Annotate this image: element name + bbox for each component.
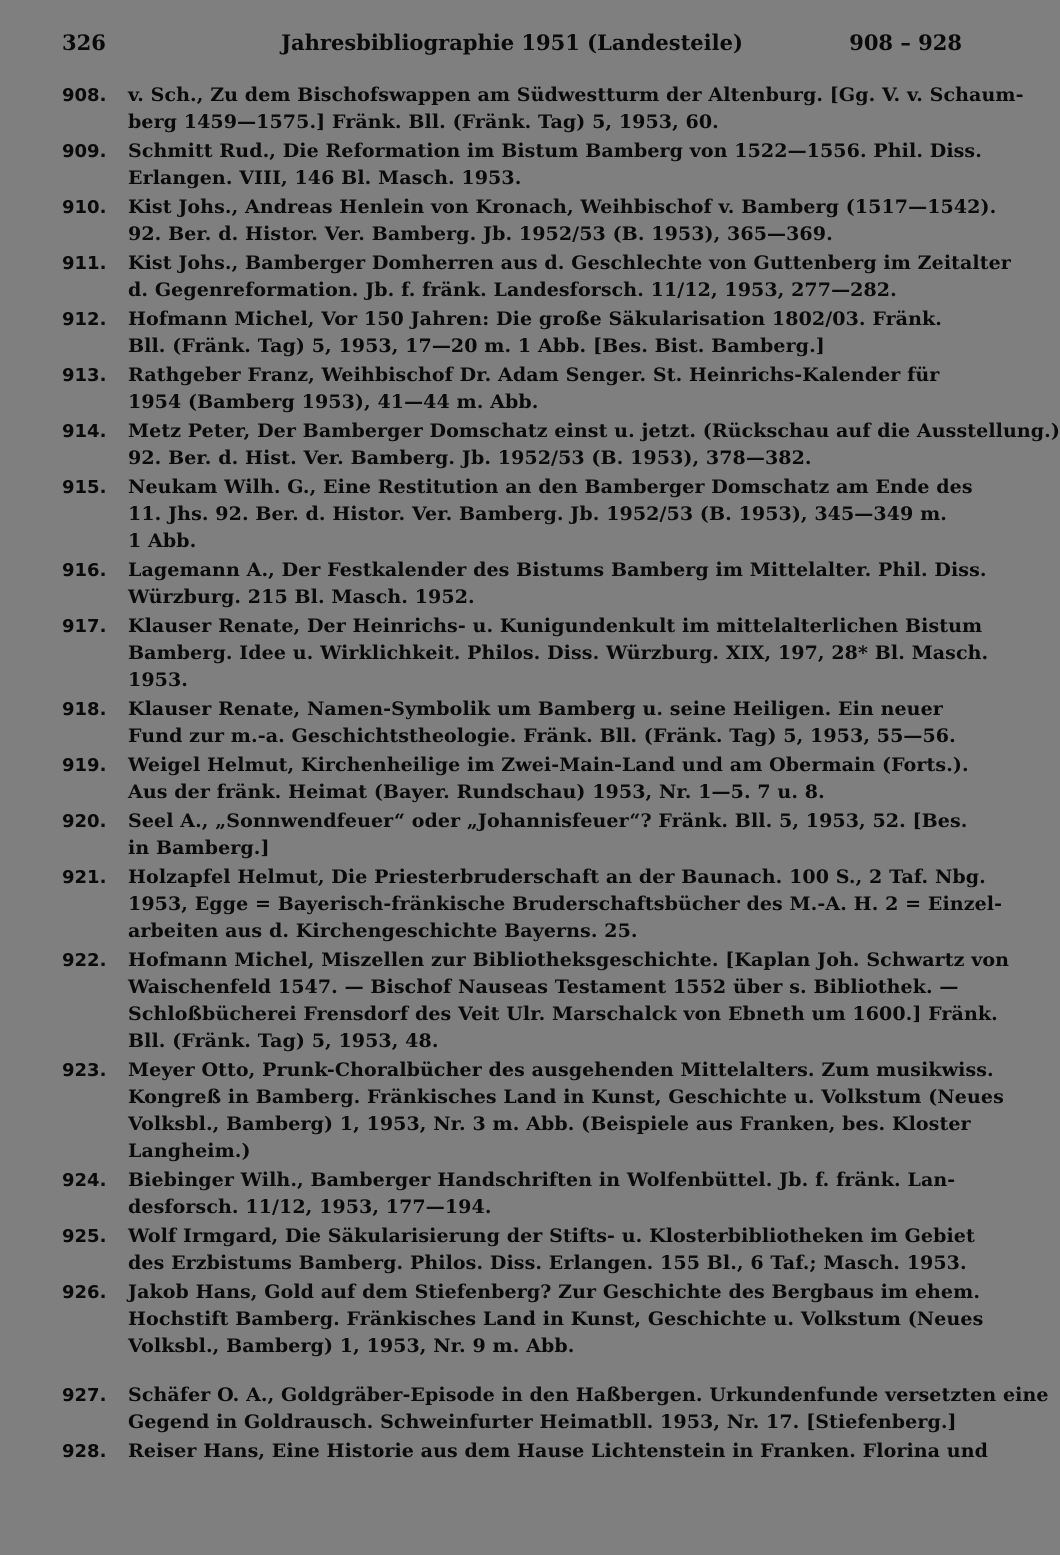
entry-text-line: in Bamberg.] <box>128 837 270 859</box>
entry-text-line: Fund zur m.-a. Geschichtstheologie. Fränk. Bll. (Fränk. Tag) 5, 1953, 55—56. <box>128 725 956 747</box>
entry-text-line: 92. Ber. d. Hist. Ver. Bamberg. Jb. 1952/53 (B. 1953), 378—382. <box>128 447 812 469</box>
entry-number: 920. <box>62 811 107 832</box>
entry-text-line: Hofmann Michel, Miszellen zur Bibliotheksgeschichte. [Kaplan Joh. Schwartz von <box>128 949 1010 971</box>
entry-text-line: Gegend in Goldrausch. Schweinfurter Heimatbll. 1953, Nr. 17. [Stiefenberg.] <box>128 1411 957 1433</box>
bibliography-entry <box>0 194 1000 248</box>
page-number: 326 <box>62 30 106 55</box>
entry-text-line: Volksbl., Bamberg) 1, 1953, Nr. 9 m. Abb. <box>128 1335 575 1357</box>
entry-text-line: Seel A., „Sonnwendfeuer“ oder „Johannisfeuer“? Fränk. Bll. 5, 1953, 52. [Bes. <box>128 810 968 832</box>
bibliography-entry <box>0 474 1000 555</box>
entry-number: 915. <box>62 477 107 498</box>
entry-number: 912. <box>62 309 107 330</box>
bibliography-entry <box>0 696 1000 750</box>
bibliography-list <box>0 82 1060 1467</box>
bibliography-entry <box>0 1223 1000 1277</box>
entry-text-line: Erlangen. VIII, 146 Bl. Masch. 1953. <box>128 167 522 189</box>
entry-number: 923. <box>62 1060 107 1081</box>
entry-number: 921. <box>62 867 107 888</box>
entry-text-line: Jakob Hans, Gold auf dem Stiefenberg? Zur Geschichte des Bergbaus im ehem. <box>128 1281 981 1303</box>
bibliography-entry <box>0 1057 1004 1165</box>
entry-text-line: Kist Johs., Bamberger Domherren aus d. Geschlechte von Guttenberg im Zeitalter <box>128 252 1011 274</box>
entry-number: 911. <box>62 253 107 274</box>
bibliography-entry <box>0 306 1000 360</box>
entry-text-line: Langheim.) <box>128 1140 251 1162</box>
entry-text-line: Reiser Hans, Eine Historie aus dem Hause Lichtenstein in Franken. Florina und <box>128 1440 989 1462</box>
entry-number: 928. <box>62 1441 107 1462</box>
bibliography-entry <box>0 1167 1000 1221</box>
entry-text-line: Klauser Renate, Namen-Symbolik um Bamberg u. seine Heiligen. Ein neuer <box>128 698 943 720</box>
entry-text-line: Bll. (Fränk. Tag) 5, 1953, 48. <box>128 1030 439 1052</box>
entry-number: 908. <box>62 85 107 106</box>
entry-text-line: Schloßbücherei Frensdorf des Veit Ulr. Marschalck von Ebneth um 1600.] Fränk. <box>128 1003 998 1025</box>
entry-text-line: v. Sch., Zu dem Bischofswappen am Südwestturm der Altenburg. [Gg. V. v. Schaum- <box>128 84 1024 106</box>
entry-number: 917. <box>62 616 107 637</box>
entry-text-line: Volksbl., Bamberg) 1, 1953, Nr. 3 m. Abb. (Beispiele aus Franken, bes. Kloster <box>128 1113 971 1135</box>
entry-text-line: berg 1459—1575.] Fränk. Bll. (Fränk. Tag) 5, 1953, 60. <box>128 111 719 133</box>
entry-number: 910. <box>62 197 107 218</box>
entry-text-line: 11. Jhs. 92. Ber. d. Histor. Ver. Bamberg. Jb. 1952/53 (B. 1953), 345—349 m. <box>128 503 948 525</box>
entry-text-line: Schäfer O. A., Goldgräber-Episode in den Haßbergen. Urkundenfunde versetzten eine <box>128 1384 1049 1406</box>
running-title: Jahresbibliographie 1951 (Landesteile) <box>281 30 743 55</box>
entry-number: 913. <box>62 365 107 386</box>
entry-text-line: desforsch. 11/12, 1953, 177—194. <box>128 1196 492 1218</box>
entry-text-line: Kist Johs., Andreas Henlein von Kronach, Weihbischof v. Bamberg (1517—1542). <box>128 196 997 218</box>
entry-text-line: Aus der fränk. Heimat (Bayer. Rundschau) 1953, Nr. 1—5. 7 u. 8. <box>128 781 825 803</box>
entry-text-line: Waischenfeld 1547. — Bischof Nauseas Testament 1552 über s. Bibliothek. — <box>128 976 959 998</box>
entry-text-line: Metz Peter, Der Bamberger Domschatz einst u. jetzt. (Rückschau auf die Ausstellung.) <box>128 420 1060 442</box>
entry-text-line: Meyer Otto, Prunk-Choralbücher des ausgehenden Mittelalters. Zum musikwiss. <box>128 1059 994 1081</box>
entry-text-line: 1 Abb. <box>128 530 197 552</box>
entry-number: 914. <box>62 421 107 442</box>
bibliography-entry <box>0 362 1000 416</box>
bibliography-entry <box>0 752 1000 806</box>
entry-text-line: Hochstift Bamberg. Fränkisches Land in Kunst, Geschichte u. Volkstum (Neues <box>128 1308 984 1330</box>
bibliography-entry <box>0 808 1000 862</box>
entry-text-line: 1953, Egge = Bayerisch-fränkische Bruderschaftsbücher des M.-A. H. 2 = Einzel- <box>128 893 1003 915</box>
entry-text-line: des Erzbistums Bamberg. Philos. Diss. Erlangen. 155 Bl., 6 Taf.; Masch. 1953. <box>128 1252 967 1274</box>
entry-number: 919. <box>62 755 107 776</box>
bibliography-entry <box>0 418 1060 472</box>
entry-text-line: Biebinger Wilh., Bamberger Handschriften in Wolfenbüttel. Jb. f. fränk. Lan- <box>128 1169 956 1191</box>
entry-number: 922. <box>62 950 107 971</box>
entry-text-line: Kongreß in Bamberg. Fränkisches Land in Kunst, Geschichte u. Volkstum (Neues <box>128 1086 1004 1108</box>
bibliography-entry <box>0 557 1000 611</box>
entry-number: 918. <box>62 699 107 720</box>
entry-text-line: 1953. <box>128 669 188 691</box>
bibliography-entry <box>0 138 1000 192</box>
entry-text-line: Wolf Irmgard, Die Säkularisierung der Stifts- u. Klosterbibliotheken im Gebiet <box>128 1225 975 1247</box>
entry-number: 925. <box>62 1226 107 1247</box>
entry-text-line: arbeiten aus d. Kirchengeschichte Bayerns. 25. <box>128 920 638 942</box>
entry-text-line: Rathgeber Franz, Weihbischof Dr. Adam Senger. St. Heinrichs-Kalender für <box>128 364 940 386</box>
entry-number: 926. <box>62 1282 107 1303</box>
entry-text-line: Hofmann Michel, Vor 150 Jahren: Die große Säkularisation 1802/03. Fränk. <box>128 308 942 330</box>
bibliography-entry <box>0 1382 1049 1436</box>
entry-number: 927. <box>62 1385 107 1406</box>
bibliography-entry <box>0 1438 1000 1465</box>
entry-text-line: Bamberg. Idee u. Wirklichkeit. Philos. Diss. Würzburg. XIX, 197, 28* Bl. Masch. <box>128 642 989 664</box>
bibliography-entry <box>0 613 1000 694</box>
bibliography-entry <box>0 82 1024 136</box>
entry-text-line: Neukam Wilh. G., Eine Restitution an den Bamberger Domschatz am Ende des <box>128 476 973 498</box>
page-header <box>62 30 962 58</box>
entry-text-line: Lagemann A., Der Festkalender des Bistums Bamberg im Mittelalter. Phil. Diss. <box>128 559 987 581</box>
entry-text-line: Klauser Renate, Der Heinrichs- u. Kunigundenkult im mittelalterlichen Bistum <box>128 615 983 637</box>
entry-text-line: Bll. (Fränk. Tag) 5, 1953, 17—20 m. 1 Abb. [Bes. Bist. Bamberg.] <box>128 335 825 357</box>
bibliography-entry <box>0 864 1003 945</box>
entry-number: 924. <box>62 1170 107 1191</box>
bibliography-entry <box>0 947 1010 1055</box>
entry-number: 916. <box>62 560 107 581</box>
entry-range: 908 – 928 <box>849 30 962 55</box>
entry-text-line: Würzburg. 215 Bl. Masch. 1952. <box>128 586 475 608</box>
entry-text-line: Schmitt Rud., Die Reformation im Bistum Bamberg von 1522—1556. Phil. Diss. <box>128 140 982 162</box>
entry-text-line: Weigel Helmut, Kirchenheilige im Zwei-Main-Land und am Obermain (Forts.). <box>128 754 969 776</box>
entry-text-line: 1954 (Bamberg 1953), 41—44 m. Abb. <box>128 391 539 413</box>
entry-number: 909. <box>62 141 107 162</box>
entry-text-line: d. Gegenreformation. Jb. f. fränk. Landesforsch. 11/12, 1953, 277—282. <box>128 279 897 301</box>
entry-text-line: Holzapfel Helmut, Die Priesterbruderschaft an der Baunach. 100 S., 2 Taf. Nbg. <box>128 866 986 888</box>
bibliography-entry <box>0 1279 1000 1360</box>
entry-text-line: 92. Ber. d. Histor. Ver. Bamberg. Jb. 1952/53 (B. 1953), 365—369. <box>128 223 833 245</box>
bibliography-entry <box>0 250 1011 304</box>
